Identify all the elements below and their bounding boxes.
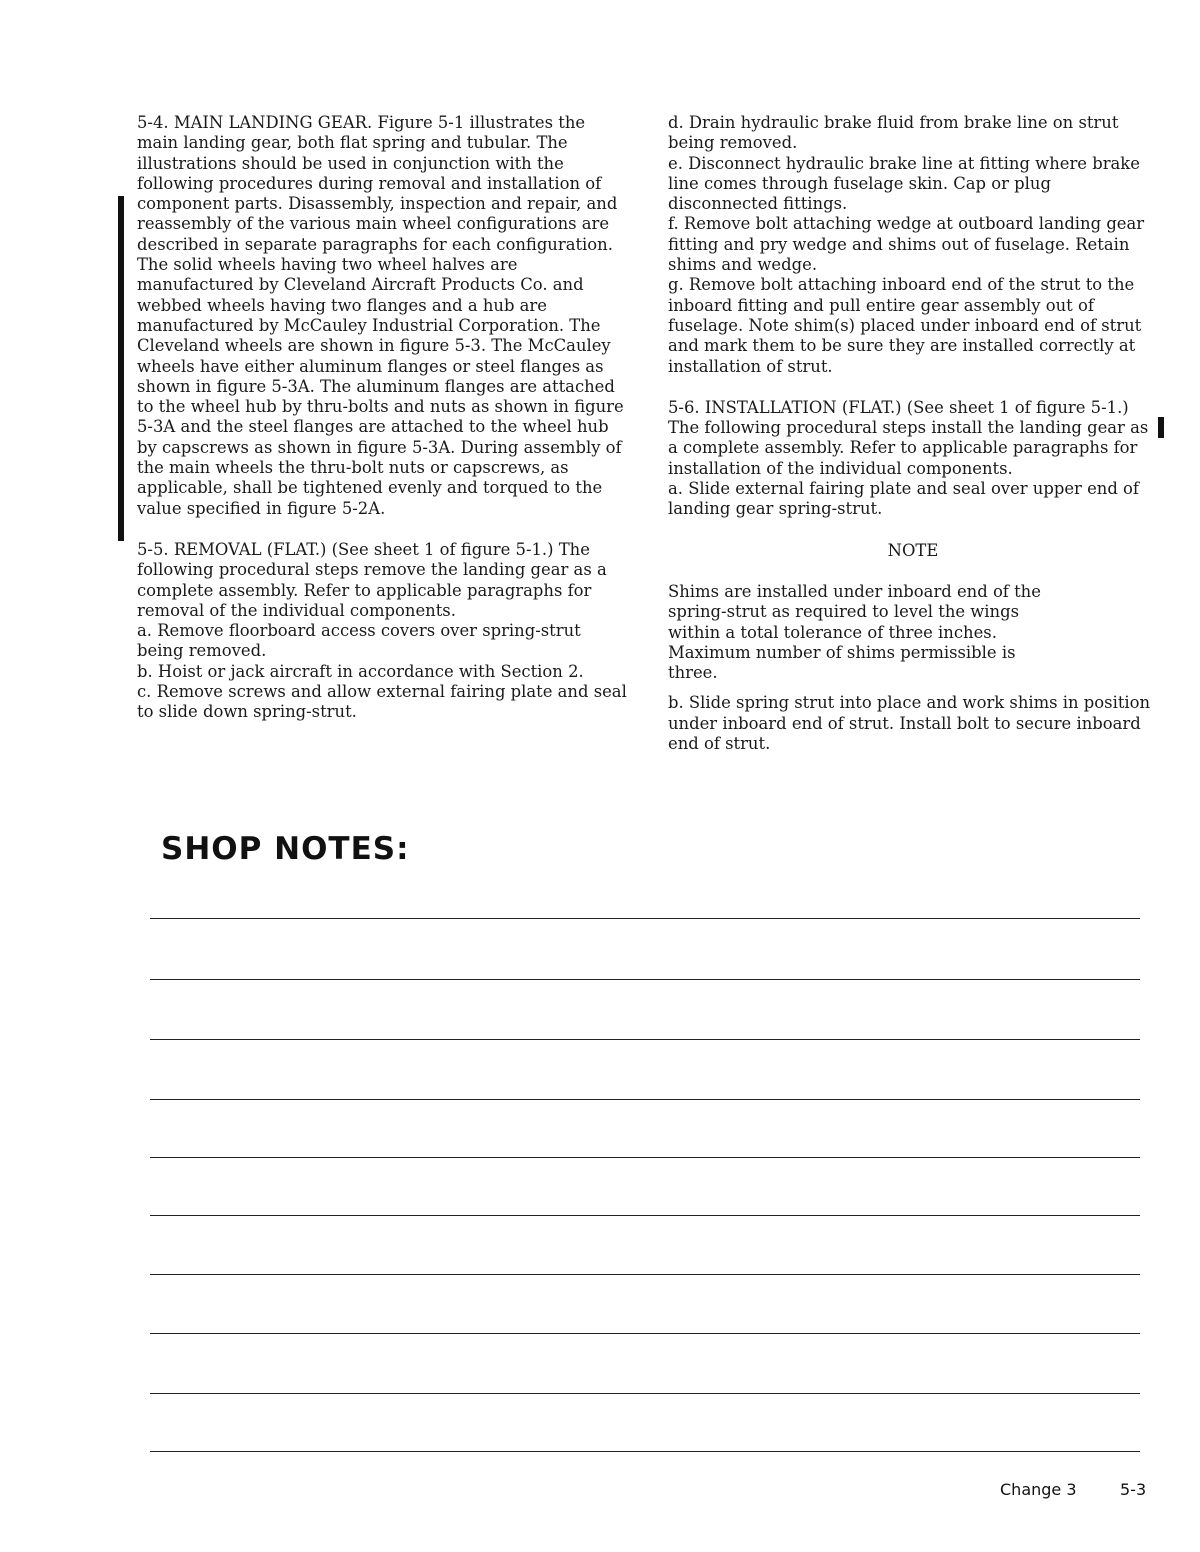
note-line	[150, 1451, 1140, 1452]
installation-step-b: b. Slide spring strut into place and work shims in position under inboard end of strut. Install bolt to secure inboard end of strut.	[668, 693, 1151, 754]
note-line	[150, 979, 1140, 980]
left-column	[137, 113, 627, 723]
note-line	[150, 1215, 1140, 1216]
note-line	[150, 1333, 1140, 1334]
paragraph-5-6: 5-6. INSTALLATION (FLAT.) (See sheet 1 of figure 5-1.) The following procedural steps install the landing gear as a complete assembly. Refer to applicable paragraphs for installation of the individual components.	[668, 397, 1149, 478]
note-line	[150, 1157, 1140, 1158]
note-line	[150, 918, 1140, 919]
note-line	[150, 1099, 1140, 1100]
note-body: Shims are installed under inboard end of the spring-strut as required to level the wings within a total tolerance of three inches. Maximum number of shims permissible is three.	[668, 581, 1041, 683]
change-number: Change 3	[1000, 1480, 1077, 1499]
removal-step-e: e. Disconnect hydraulic brake line at fitting where brake line comes through fuselage skin. Cap or plug disconnected fittings.	[668, 153, 1140, 214]
removal-step-d: d. Drain hydraulic brake fluid from brake line on strut being removed.	[668, 113, 1119, 153]
installation-step-a: a. Slide external fairing plate and seal over upper end of landing gear spring-strut.	[668, 479, 1139, 519]
removal-step-a: a. Remove floorboard access covers over spring-strut being removed.	[137, 621, 581, 661]
removal-step-f: f. Remove bolt attaching wedge at outboard landing gear fitting and pry wedge and shims out of fuselage. Retain shims and wedge.	[668, 214, 1145, 275]
paragraph-5-4: 5-4. MAIN LANDING GEAR. Figure 5-1 illustrates the main landing gear, both flat spring and tubular. The illustrations should be used in conjunction with the following procedures during removal and installation of component parts. Disassembly, inspection and repair, and reassembly of the various main wheel configurations are described in separate paragraphs for each configuration. The solid wheels having two wheel halves are manufactured by Cleveland Aircraft Products Co. and webbed wheels having two flanges and a hub are manufactured by McCauley Industrial Corporation. The Cleveland wheels are shown in figure 5-3. The McCauley wheels have either aluminum flanges or steel flanges as shown in figure 5-3A. The aluminum flanges are attached to the wheel hub by thru-bolts and nuts as shown in figure 5-3A and the steel flanges are attached to the wheel hub by capscrews as shown in figure 5-3A. During assembly of the main wheels the thru-bolt nuts or capscrews, as applicable, shall be tightened evenly and torqued to the value specified in figure 5-2A.	[137, 113, 624, 518]
note-heading: NOTE	[887, 540, 939, 560]
note-line	[150, 1039, 1140, 1040]
change-bar-right	[1158, 417, 1164, 438]
removal-step-b: b. Hoist or jack aircraft in accordance with Section 2.	[137, 661, 584, 681]
removal-step-g: g. Remove bolt attaching inboard end of the strut to the inboard fitting and pull entire gear assembly out of fuselage. Note shim(s) placed under inboard end of strut and mark them to be sure they are installed correctly at installation of strut.	[668, 275, 1142, 376]
shop-notes-title: SHOP NOTES:	[161, 831, 410, 867]
note-line	[150, 1274, 1140, 1275]
paragraph-5-5: 5-5. REMOVAL (FLAT.) (See sheet 1 of figure 5-1.) The following procedural steps remove the landing gear as a complete assembly. Refer to applicable paragraphs for removal of the individual components.	[137, 539, 607, 620]
right-column	[668, 113, 1158, 754]
change-bar-left	[118, 196, 124, 541]
note-line	[150, 1393, 1140, 1394]
page-number: 5-3	[1120, 1480, 1147, 1499]
removal-step-c: c. Remove screws and allow external fairing plate and seal to slide down spring-strut.	[137, 682, 627, 722]
